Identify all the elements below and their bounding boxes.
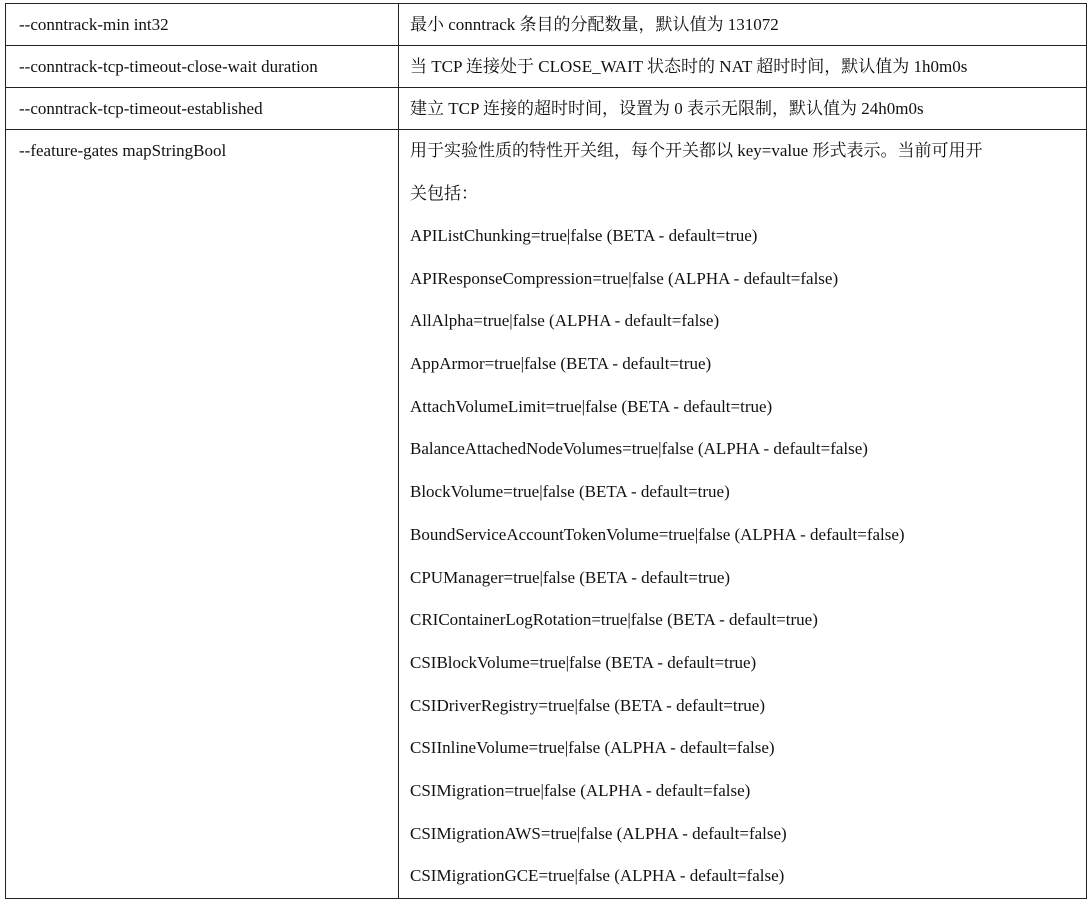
feature-gate-item: AllAlpha=true|false (ALPHA - default=false) [410, 311, 720, 331]
feature-gates-desc-line: 关包括： [410, 184, 478, 203]
feature-gate-item: BlockVolume=true|false (BETA - default=true) [410, 482, 730, 502]
feature-gate-item: APIListChunking=true|false (BETA - default=true) [410, 226, 758, 245]
feature-gate-item: BalanceAttachedNodeVolumes=true|false (ALPHA - default=false) [410, 439, 868, 459]
feature-gate-item: CSIMigrationAWS=true|false (ALPHA - default=false) [410, 823, 787, 843]
param-desc-cell: 当 TCP 连接处于 CLOSE_WAIT 状态时的 NAT 超时时间，默认值为 1h0m0s [399, 46, 1087, 88]
feature-gates-desc-line: 用于实验性质的特性开关组，每个开关都以 key=value 形式表示。当前可用开 [410, 141, 983, 160]
param-desc-cell: 建立 TCP 连接的超时时间，设置为 0 表示无限制，默认值为 24h0m0s [399, 88, 1087, 130]
param-name-cell: --feature-gates mapStringBool [6, 130, 399, 899]
feature-gate-item: BoundServiceAccountTokenVolume=true|false (ALPHA - default=false) [410, 524, 905, 544]
parameter-table [5, 3, 1087, 899]
feature-gate-list [410, 215, 1080, 898]
table-row-conntrack-min [6, 4, 1087, 46]
table-row-feature-gates [6, 130, 1087, 899]
parameter-table-body [6, 4, 1087, 899]
feature-gate-item: CPUManager=true|false (BETA - default=true) [410, 567, 731, 587]
feature-gate-item: APIResponseCompression=true|false (ALPHA - default=false) [410, 268, 839, 288]
param-desc-cell: 最小 conntrack 条目的分配数量，默认值为 131072 [399, 4, 1087, 46]
feature-gate-item: CSIBlockVolume=true|false (BETA - default=true) [410, 652, 757, 672]
param-name-cell: --conntrack-tcp-timeout-close-wait duration [6, 46, 399, 88]
feature-gate-item: CSIMigrationGCE=true|false (ALPHA - default=false) [410, 866, 785, 886]
feature-gate-item: CSIMigration=true|false (ALPHA - default=false) [410, 780, 751, 800]
feature-gate-item: CSIDriverRegistry=true|false (BETA - default=true) [410, 695, 765, 715]
feature-gate-item: AppArmor=true|false (BETA - default=true) [410, 354, 712, 374]
param-name-cell: --conntrack-tcp-timeout-established [6, 88, 399, 130]
table-row-conntrack-established [6, 88, 1087, 130]
feature-gates-desc-cell [399, 130, 1087, 899]
feature-gate-item: CRIContainerLogRotation=true|false (BETA - default=true) [410, 610, 818, 630]
param-name-cell: --conntrack-min int32 [6, 4, 399, 46]
feature-gate-item: CSIInlineVolume=true|false (ALPHA - default=false) [410, 738, 775, 758]
table-row-conntrack-close-wait [6, 46, 1087, 88]
feature-gate-item: AttachVolumeLimit=true|false (BETA - default=true) [410, 396, 773, 416]
